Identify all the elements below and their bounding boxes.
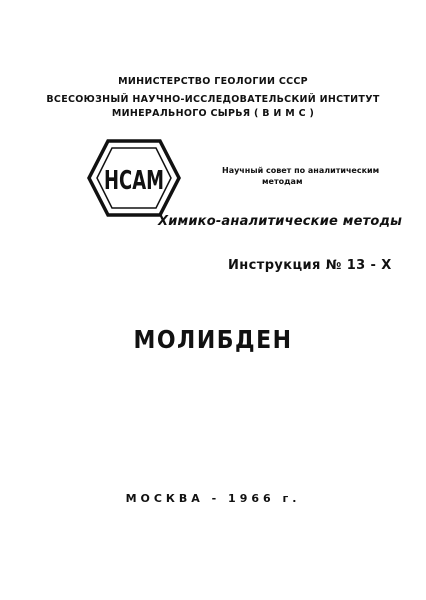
document-title: МОЛИБДЕН <box>133 326 293 355</box>
nsam-emblem-icon <box>86 138 182 218</box>
publication-city-year: МОСКВА - 1966 г. <box>125 492 301 505</box>
institute-name-line2: МИНЕРАЛЬНОГО СЫРЬЯ ( В И М С ) <box>111 108 315 119</box>
logo-text: НСАМ <box>104 166 164 196</box>
instruction-number: Инструкция № 13 - Х <box>228 258 392 273</box>
ministry-name: МИНИСТЕРСТВО ГЕОЛОГИИ СССР <box>118 76 308 87</box>
council-name-line1: Научный совет по аналитическим <box>222 166 380 175</box>
institute-name-line1: ВСЕСОЮЗНЫЙ НАУЧНО-ИССЛЕДОВАТЕЛЬСКИЙ ИНСТИТУТ <box>46 94 380 105</box>
series-title: Химико-аналитические методы <box>158 214 403 229</box>
council-name-line2: методам <box>262 177 303 186</box>
